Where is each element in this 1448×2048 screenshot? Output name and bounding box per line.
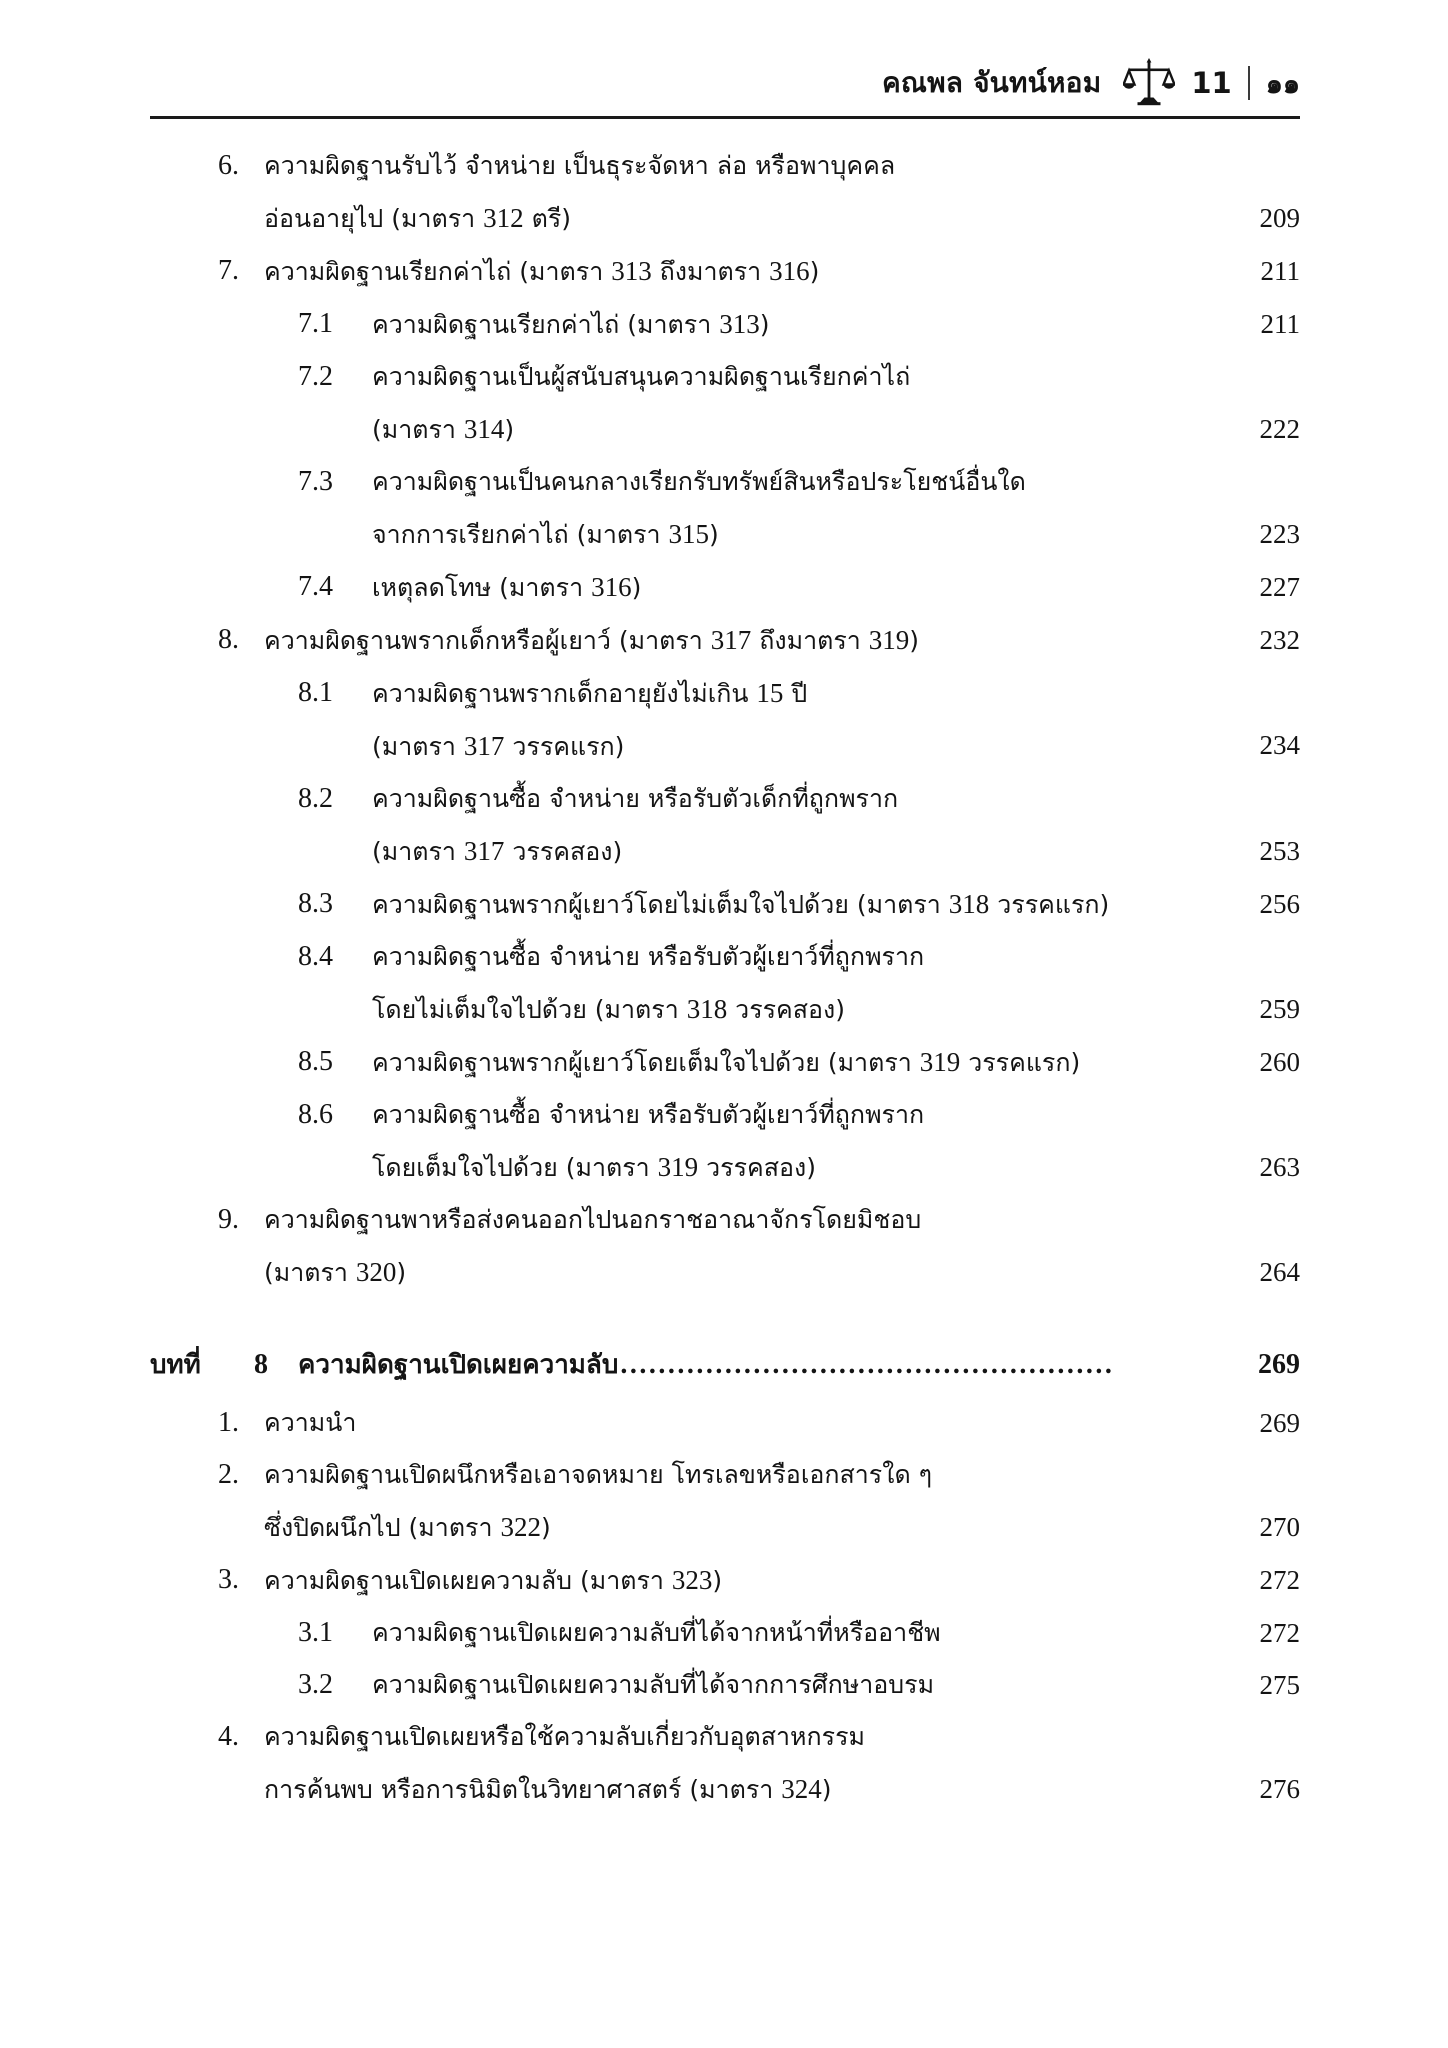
toc-entry-number: 4. <box>218 1721 239 1752</box>
header-inner <box>882 58 1300 114</box>
toc-entry-line: อ่อนอายุไป (มาตรา 312 ตรี) <box>264 203 572 233</box>
toc-entry-line: ความผิดฐานพาหรือส่งคนออกไปนอกราชอาณาจักรโดยมิชอบ <box>264 1205 922 1234</box>
toc-entry-text <box>372 931 1180 1036</box>
folio-divider <box>1248 66 1250 100</box>
toc-entry[interactable] <box>150 351 1300 456</box>
toc-entry-page-number: 222 <box>1259 414 1300 444</box>
toc-entry-line: ความผิดฐานพรากเด็กอายุยังไม่เกิน 15 ปี <box>372 678 808 708</box>
toc-entry-page-number: 232 <box>1259 625 1300 655</box>
toc-entry-page-number: 270 <box>1259 1512 1300 1542</box>
toc-entry-line: ความผิดฐานเปิดเผยความลับ (มาตรา 323) <box>264 1565 723 1595</box>
toc-entry-line: (มาตรา 317 วรรคแรก) <box>372 731 625 761</box>
toc-entry-page-column <box>1180 1659 1300 1711</box>
toc-entry-number: 8.2 <box>298 783 333 814</box>
toc-entry[interactable] <box>150 1036 1300 1089</box>
toc-entry-number: 7.3 <box>298 466 333 497</box>
toc-entry-page-number: 256 <box>1259 889 1300 919</box>
toc-entry-text <box>372 878 1180 931</box>
toc-entry[interactable] <box>150 1089 1300 1194</box>
toc-entry-number: 3.1 <box>298 1617 333 1648</box>
toc-entry-page-column <box>1180 1607 1300 1659</box>
toc-entry-page-column <box>1180 931 1300 1035</box>
toc-entry-text <box>372 1659 1180 1711</box>
toc-entry-page-column <box>1180 561 1300 613</box>
toc-entry-line: ความผิดฐานพรากเด็กหรือผู้เยาว์ (มาตรา 317 ถึงมาตรา 319) <box>264 625 920 655</box>
table-of-contents <box>150 140 1300 1816</box>
running-header <box>150 48 1300 114</box>
toc-entry-text <box>372 1036 1180 1089</box>
toc-entry-number: 1. <box>218 1407 239 1438</box>
toc-entry[interactable] <box>150 931 1300 1036</box>
folio-number-latin: 11 <box>1191 66 1232 100</box>
toc-entry-page-column <box>1180 298 1300 350</box>
toc-entry-text <box>264 1449 1180 1554</box>
header-rule <box>150 116 1300 119</box>
toc-entry-group-top <box>150 140 1300 1299</box>
toc-entry-page-number: 209 <box>1259 203 1300 233</box>
toc-entry[interactable] <box>150 1711 1300 1816</box>
toc-entry-text <box>264 1711 1180 1816</box>
toc-entry[interactable] <box>150 1449 1300 1554</box>
toc-entry-line: เหตุลดโทษ (มาตรา 316) <box>372 572 642 602</box>
toc-entry-text <box>264 140 1180 245</box>
toc-entry-number: 8.3 <box>298 888 333 919</box>
toc-entry-page-number: 227 <box>1259 572 1300 602</box>
toc-entry-page-number: 275 <box>1259 1670 1300 1700</box>
toc-entry-number: 7. <box>218 255 239 286</box>
toc-entry-page-column <box>1180 351 1300 455</box>
toc-entry-page-column <box>1180 1194 1300 1298</box>
toc-entry[interactable] <box>150 298 1300 351</box>
toc-entry-page-number: 272 <box>1259 1618 1300 1648</box>
toc-entry-line: ความผิดฐานเป็นคนกลางเรียกรับทรัพย์สินหรือประโยชน์อื่นใด <box>372 467 1026 496</box>
toc-entry-page-column <box>1180 614 1300 666</box>
toc-entry-text <box>264 1194 1180 1299</box>
toc-entry-text <box>264 1397 1180 1449</box>
toc-entry-line: ความผิดฐานเปิดเผยความลับที่ได้จากหน้าที่หรืออาชีพ <box>372 1618 941 1647</box>
toc-entry-page-column <box>1180 1711 1300 1815</box>
chapter-label: บทที่ <box>150 1350 201 1380</box>
toc-entry-page-column <box>1180 1089 1300 1193</box>
toc-entry-text <box>264 614 1180 667</box>
toc-entry-page-column <box>1180 1554 1300 1606</box>
toc-entry-text <box>264 1554 1180 1607</box>
toc-entry-line: (มาตรา 317 วรรคสอง) <box>372 836 623 866</box>
toc-entry-line: ความผิดฐานเปิดเผยความลับที่ได้จากการศึกษาอบรม <box>372 1670 935 1699</box>
toc-entry[interactable] <box>150 561 1300 614</box>
toc-entry-page-column <box>1180 1449 1300 1553</box>
toc-entry[interactable] <box>150 245 1300 298</box>
toc-entry-text <box>372 773 1180 878</box>
chapter-title-wrap <box>298 1339 1180 1391</box>
toc-entry-line: ความผิดฐานซื้อ จำหน่าย หรือรับตัวผู้เยาว์ที่ถูกพราก <box>372 942 925 971</box>
toc-entry-line: ความผิดฐานซื้อ จำหน่าย หรือรับตัวผู้เยาว์ที่ถูกพราก <box>372 1100 925 1129</box>
toc-entry-text <box>264 245 1180 298</box>
chapter-title: ความผิดฐานเปิดเผยความลับ <box>298 1350 619 1380</box>
toc-entry-line: ความนำ <box>264 1408 357 1437</box>
toc-entry-line: ความผิดฐานพรากผู้เยาว์โดยเต็มใจไปด้วย (มาตรา 319 วรรคแรก) <box>372 1047 1081 1077</box>
toc-entry-page-column <box>1180 667 1300 771</box>
toc-entry-page-column <box>1180 1397 1300 1449</box>
toc-entry-page-column <box>1180 1036 1300 1088</box>
toc-entry-page-number: 259 <box>1259 994 1300 1024</box>
toc-entry-line: ความผิดฐานเป็นผู้สนับสนุนความผิดฐานเรียกค่าไถ่ <box>372 362 911 391</box>
toc-entry-page-column <box>1180 245 1300 297</box>
toc-entry[interactable] <box>150 614 1300 667</box>
toc-entry[interactable] <box>150 878 1300 931</box>
toc-entry-number: 7.4 <box>298 571 333 602</box>
toc-entry-line: ซึ่งปิดผนึกไป (มาตรา 322) <box>264 1512 551 1542</box>
toc-entry-text <box>372 561 1180 614</box>
toc-entry-page-number: 211 <box>1260 256 1300 286</box>
toc-entry-page-number: 263 <box>1259 1152 1300 1182</box>
spacer <box>150 1299 1300 1313</box>
toc-entry-line: โดยเต็มใจไปด้วย (มาตรา 319 วรรคสอง) <box>372 1152 816 1182</box>
toc-entry-number: 2. <box>218 1459 239 1490</box>
toc-entry[interactable] <box>150 1659 1300 1711</box>
folio-number-thai: ๑๑ <box>1265 68 1300 100</box>
toc-entry-text <box>372 1607 1180 1659</box>
toc-entry-number: 8.4 <box>298 941 333 972</box>
chapter-page-number: 269 <box>1258 1349 1300 1380</box>
toc-entry[interactable] <box>150 1397 1300 1449</box>
toc-entry-number: 8.6 <box>298 1099 333 1130</box>
toc-entry-text <box>372 1089 1180 1194</box>
toc-entry[interactable] <box>150 1194 1300 1299</box>
toc-entry-line: ความผิดฐานเรียกค่าไถ่ (มาตรา 313) <box>372 309 770 339</box>
toc-entry-line: (มาตรา 314) <box>372 414 515 444</box>
toc-entry[interactable] <box>150 1554 1300 1607</box>
toc-entry-number: 7.2 <box>298 361 333 392</box>
toc-entry-page-number: 269 <box>1259 1408 1300 1438</box>
toc-entry-line: การค้นพบ หรือการนิมิตในวิทยาศาสตร์ (มาตรา 324) <box>264 1774 832 1804</box>
toc-entry-line: ความผิดฐานซื้อ จำหน่าย หรือรับตัวเด็กที่ถูกพราก <box>372 784 899 813</box>
toc-entry-number: 9. <box>218 1204 239 1235</box>
scales-of-justice-icon <box>1123 58 1175 108</box>
toc-entry-page-number: 272 <box>1259 1565 1300 1595</box>
toc-entry-line: ความผิดฐานเปิดเผยหรือใช้ความลับเกี่ยวกับอุตสาหกรรม <box>264 1722 866 1751</box>
toc-entry-number: 8.1 <box>298 677 333 708</box>
toc-entry-page-column <box>1180 878 1300 930</box>
toc-entry-page-number: 253 <box>1259 836 1300 866</box>
toc-entry-line: โดยไม่เต็มใจไปด้วย (มาตรา 318 วรรคสอง) <box>372 994 846 1024</box>
toc-entry-number: 7.1 <box>298 308 333 339</box>
toc-entry-text <box>372 456 1180 561</box>
toc-entry-group-bottom <box>150 1397 1300 1816</box>
toc-entry-number: 3.2 <box>298 1669 333 1700</box>
toc-entry[interactable] <box>150 667 1300 773</box>
toc-entry-page-number: 276 <box>1259 1774 1300 1804</box>
chapter-heading-row[interactable] <box>150 1339 1300 1391</box>
toc-entry-page-column <box>1180 773 1300 877</box>
chapter-number: 8 <box>254 1349 268 1380</box>
toc-entry[interactable] <box>150 1607 1300 1659</box>
toc-entry-number: 3. <box>218 1564 239 1595</box>
toc-entry[interactable] <box>150 773 1300 878</box>
toc-entry-line: (มาตรา 320) <box>264 1257 407 1287</box>
toc-entry-number: 6. <box>218 150 239 181</box>
toc-entry[interactable] <box>150 140 1300 245</box>
toc-entry-text <box>372 667 1180 773</box>
chapter-leader-dots: .................................................... <box>620 1349 1115 1380</box>
toc-entry-number: 8. <box>218 624 239 655</box>
toc-entry-text <box>372 351 1180 456</box>
toc-entry-page-number: 234 <box>1259 730 1300 760</box>
toc-entry-text <box>372 298 1180 351</box>
toc-entry-line: ความผิดฐานรับไว้ จำหน่าย เป็นธุระจัดหา ล่อ หรือพาบุคคล <box>264 151 896 180</box>
toc-entry[interactable] <box>150 456 1300 561</box>
toc-entry-line: จากการเรียกค่าไถ่ (มาตรา 315) <box>372 519 719 549</box>
toc-entry-line: ความผิดฐานเปิดผนึกหรือเอาจดหมาย โทรเลขหรือเอกสารใด ๆ <box>264 1460 933 1489</box>
toc-entry-page-number: 223 <box>1259 519 1300 549</box>
toc-entry-page-number: 264 <box>1259 1257 1300 1287</box>
toc-entry-page-column <box>1180 456 1300 560</box>
toc-entry-line: ความผิดฐานพรากผู้เยาว์โดยไม่เต็มใจไปด้วย (มาตรา 318 วรรคแรก) <box>372 889 1110 919</box>
author-name: คณพล จันทน์หอม <box>882 66 1102 99</box>
toc-entry-line: ความผิดฐานเรียกค่าไถ่ (มาตรา 313 ถึงมาตรา 316) <box>264 256 820 286</box>
toc-entry-page-column <box>1180 140 1300 244</box>
toc-entry-page-number: 211 <box>1260 309 1300 339</box>
toc-entry-page-number: 260 <box>1259 1047 1300 1077</box>
toc-entry-number: 8.5 <box>298 1046 333 1077</box>
